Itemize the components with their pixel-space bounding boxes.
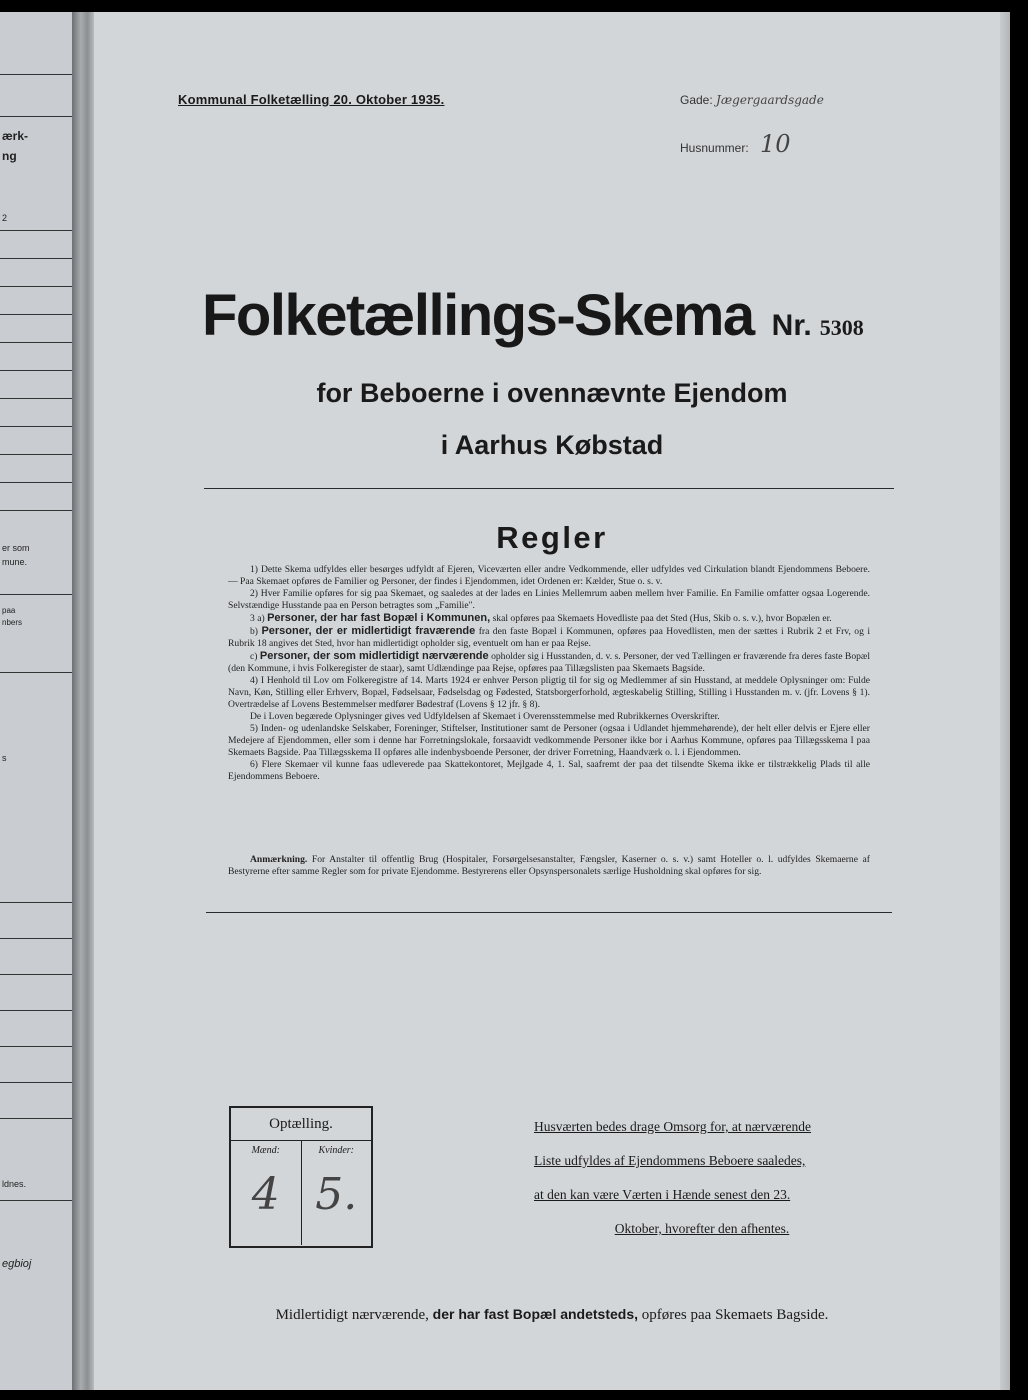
left-handwriting: egbioj xyxy=(2,1258,32,1270)
left-rule xyxy=(0,116,72,117)
rule-3c-heading: Personer, der som midlertidigt nærværende xyxy=(259,650,489,662)
footer-note xyxy=(94,1306,1010,1324)
title-nr-label: Nr. xyxy=(771,309,812,342)
notice-line: Liste udfyldes af Ejendommens Beboere saaledes, xyxy=(534,1153,806,1168)
maend-value: 4 xyxy=(251,1169,280,1220)
left-rule xyxy=(0,510,72,511)
maend-column xyxy=(231,1141,301,1245)
left-rule xyxy=(0,974,72,975)
rule-3a-heading: Personer, der har fast Bopæl i Kommunen, xyxy=(267,612,491,624)
title-main: Folketællings-Skema xyxy=(202,283,754,348)
rule-3a xyxy=(228,612,870,625)
left-rule xyxy=(0,594,72,595)
gade-row xyxy=(680,93,824,107)
left-rule xyxy=(0,1046,72,1047)
rule-5: 5) Inden- og udenlandske Selskaber, Foreninger, Stiftelser, Institutioner samt de Personer (ogsaa i Udlandet hjemmehørende), der helt eller delvis er Ejere eller Medejere af Ejendommen, eller som i denne har Forretningslokale, forsaavidt vedkommende Personer ikke bor i Aarhus Kommune, opføres paa Tillægsskema I paa Skemaets Bagside. Paa Tillægsskema II opføres alle indenbysboende Personer, der driver Forretning, Haandværk o. l. i Ejendommen. xyxy=(228,723,870,758)
left-rule xyxy=(0,482,72,483)
left-fragment: 2 xyxy=(2,213,8,223)
rule-2: 2) Hver Familie opføres for sig paa Skemaet, og saaledes at der lades en Linies Mellemrum aaben mellem hver Familie. En Familie omfatter ogsaa Logerende. Selvstændige Husstande paa en Person betragtes som „Familie". xyxy=(228,588,870,611)
left-rule xyxy=(0,230,72,231)
rules-text xyxy=(228,564,870,783)
gade-value: Jægergaardsgade xyxy=(716,93,824,107)
subtitle-line-2: i Aarhus Købstad xyxy=(440,430,664,460)
rule-3b-text: fra den faste Bopæl i Kommunen, opføres paa Hovedlisten, men der sættes i Rubrik 2 et Frv, og i Rubrik 18 angives det Sted, hvor han midlertidigt opholder sig, eventuelt om han er paa Rejse. xyxy=(228,626,870,649)
kvinder-column xyxy=(301,1141,372,1245)
rule-6: 6) Flere Skemaer vil kunne faas udleverede paa Skattekontoret, Mejlgade 4, 1. Sal, saafremt der paa det tilsendte Skema ikke er tilstrækkelig Plads til alle Ejendommens Beboere. xyxy=(228,759,870,782)
left-fragment: er som xyxy=(2,543,30,553)
kvinder-label: Kvinder: xyxy=(318,1145,355,1156)
left-rule xyxy=(0,398,72,399)
notice-line: Oktober, hvorefter den afhentes. xyxy=(614,1221,790,1236)
left-fragment: s xyxy=(2,753,7,763)
left-rule xyxy=(0,1010,72,1011)
left-rule xyxy=(0,1118,72,1119)
kvinder-value: 5. xyxy=(315,1169,358,1220)
divider xyxy=(204,488,894,489)
rule-1: 1) Dette Skema udfyldes eller besørges udfyldt af Ejeren, Viceværten eller andre Vedkommende, eller udfyldes ved Cirkulation blandt Ejendommens Beboere. — Paa Skemaet opføres de Familier og Personer, der findes i Ejendommen, idet Ordenen er: Kælder, Stue o. s. v. xyxy=(228,564,870,587)
left-rule xyxy=(0,426,72,427)
rule-3c-text: opholder sig i Husstanden, d. v. s. Personer, der ved Tællingen er fraværende fra deres faste Bopæl (den Kommune, i hvis Folkeregister de staar), samt Udlændinge paa Rejse, opføres paa Tillægslisten paa Skemaets Bagside. xyxy=(228,651,870,674)
rule-4b: De i Loven begærede Oplysninger gives ved Udfyldelsen af Skemaet i Overensstemmelse med Rubrikkernes Overskrifter. xyxy=(250,711,720,722)
rule-3b xyxy=(228,625,870,650)
rule-3a-text: skal opføres paa Skemaets Hovedliste paa det Sted (Hus, Skib o. s. v.), hvor Bopælen er. xyxy=(492,613,832,624)
footer-post: opføres paa Skemaets Bagside. xyxy=(641,1307,829,1323)
divider xyxy=(206,912,892,913)
left-rule xyxy=(0,74,72,75)
anmaerkning-label: Anmærkning. xyxy=(250,854,308,865)
left-fragment: ldnes. xyxy=(2,1179,27,1189)
anmaerkning-text: For Anstalter til offentlig Brug (Hospitaler, Forsørgelsesanstalter, Fængsler, Kaserner o. s. v.) samt Hoteller o. l. udfyldes Skemaerne af Bestyrerne efter samme Regler som for private Ejendomme. Bestyrerens eller Opsynspersonalets særlige Husholdning skal opføres for sig. xyxy=(228,854,870,877)
left-rule xyxy=(0,342,72,343)
left-rule xyxy=(0,902,72,903)
left-rule xyxy=(0,1082,72,1083)
gade-label: Gade: xyxy=(680,93,713,107)
subtitle-line-1: for Beboerne i ovennævnte Ejendom xyxy=(316,378,788,408)
husnummer-label: Husnummer: xyxy=(680,141,749,155)
left-rule xyxy=(0,258,72,259)
rule-3c xyxy=(228,650,870,675)
book-gutter xyxy=(72,12,94,1390)
left-rule xyxy=(0,454,72,455)
left-rule xyxy=(0,672,72,673)
left-fragment: paa xyxy=(2,606,16,615)
husnummer-value: 10 xyxy=(760,130,791,158)
optaelling-heading: Optælling. xyxy=(231,1108,371,1141)
title-nr-value: 5308 xyxy=(819,315,864,340)
maend-label: Mænd: xyxy=(251,1145,280,1156)
landlord-notice xyxy=(534,1110,870,1246)
footer-pre: Midlertidigt nærværende, xyxy=(275,1307,429,1323)
left-rule xyxy=(0,1200,72,1201)
left-rule xyxy=(0,314,72,315)
rule-3a-number: 3 a) xyxy=(250,613,265,624)
census-line: Kommunal Folketælling 20. Oktober 1935. xyxy=(178,92,445,107)
regler-heading: Regler xyxy=(496,520,608,555)
left-fragment: ng xyxy=(2,149,17,163)
notice-line: at den kan være Værten i Hænde senest den 23. xyxy=(534,1187,791,1202)
rule-3b-number: b) xyxy=(250,626,258,637)
notice-line: Husværten bedes drage Omsorg for, at nærværende xyxy=(534,1119,812,1134)
rule-3c-number: c) xyxy=(250,651,258,662)
census-form-page xyxy=(94,12,1010,1390)
left-rule xyxy=(0,370,72,371)
left-rule xyxy=(0,938,72,939)
rule-4: 4) I Henhold til Lov om Folkeregistre af 14. Marts 1924 er enhver Person pligtig til for sig og Medlemmer af sin Husstand, at meddele Oplysninger om: Fulde Navn, Køn, Stilling eller Erhverv, Bopæl, Fødselsaar, Fødselsdag og Fødested, Statsborgerforhold, ægteskabelig Stilling, Stilling i Husstanden m. v. (jfr. Lovens § 1). Overtrædelse af Lovens Bestemmelser medfører Bødestraf (Lovens § 12 jfr. § 8). xyxy=(228,675,870,710)
left-fragment: nbers xyxy=(2,618,23,627)
optaelling-box xyxy=(229,1106,373,1248)
left-fragment: mune. xyxy=(2,557,28,567)
left-facing-page xyxy=(0,12,72,1390)
rule-3b-heading: Personer, der er midlertidigt fraværende xyxy=(261,625,476,637)
husnummer-row xyxy=(680,130,791,158)
left-rule xyxy=(0,286,72,287)
left-fragment: ærk- xyxy=(2,129,29,143)
page-edge xyxy=(1000,12,1010,1390)
footer-bold: der har fast Bopæl andetsteds, xyxy=(432,1306,639,1322)
form-title xyxy=(202,282,864,349)
anmaerkning xyxy=(228,854,870,878)
